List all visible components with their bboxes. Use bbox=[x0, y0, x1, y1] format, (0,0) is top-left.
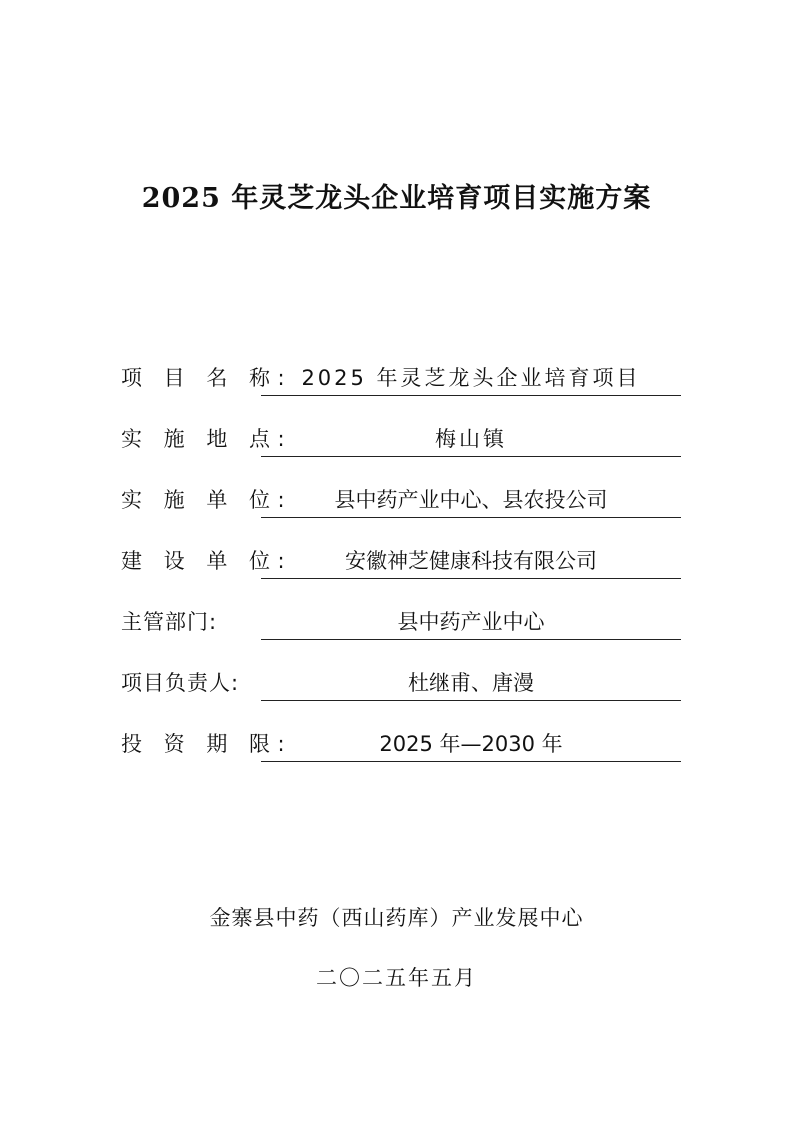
project-name-label: 项 目 名 称: bbox=[121, 366, 293, 390]
implementing-unit-label: 实 施 单 位: bbox=[121, 488, 293, 512]
project-name-value: 2025 年灵芝龙头企业培育项目 bbox=[261, 363, 681, 396]
info-row-implementing-unit bbox=[121, 479, 681, 540]
info-row-project-name bbox=[121, 357, 681, 418]
info-row-investment-period bbox=[121, 723, 681, 784]
issue-date: 二〇二五年五月 bbox=[316, 966, 477, 990]
construction-unit-label: 建 设 单 位: bbox=[121, 549, 293, 573]
project-leader-value: 杜继甫、唐漫 bbox=[261, 668, 681, 701]
investment-period-value: 2025 年—2030 年 bbox=[261, 729, 681, 762]
supervising-department-label: 主管部门: bbox=[121, 610, 218, 634]
location-label: 实 施 地 点: bbox=[121, 427, 293, 451]
document-title: 2025 年灵芝龙头企业培育项目实施方案 bbox=[141, 183, 652, 214]
construction-unit-value: 安徽神芝健康科技有限公司 bbox=[261, 546, 681, 579]
location-value: 梅山镇 bbox=[261, 424, 681, 457]
info-row-location bbox=[121, 418, 681, 479]
project-leader-label: 项目负责人: bbox=[121, 671, 240, 695]
issuing-organization: 金寨县中药（西山药库）产业发展中心 bbox=[209, 906, 584, 930]
info-row-project-leader bbox=[121, 662, 681, 723]
investment-period-label: 投 资 期 限: bbox=[121, 732, 293, 756]
implementing-unit-value: 县中药产业中心、县农投公司 bbox=[261, 485, 681, 518]
supervising-department-value: 县中药产业中心 bbox=[261, 607, 681, 640]
info-row-supervising-department bbox=[121, 601, 681, 662]
info-row-construction-unit bbox=[121, 540, 681, 601]
project-info-table bbox=[121, 357, 681, 784]
